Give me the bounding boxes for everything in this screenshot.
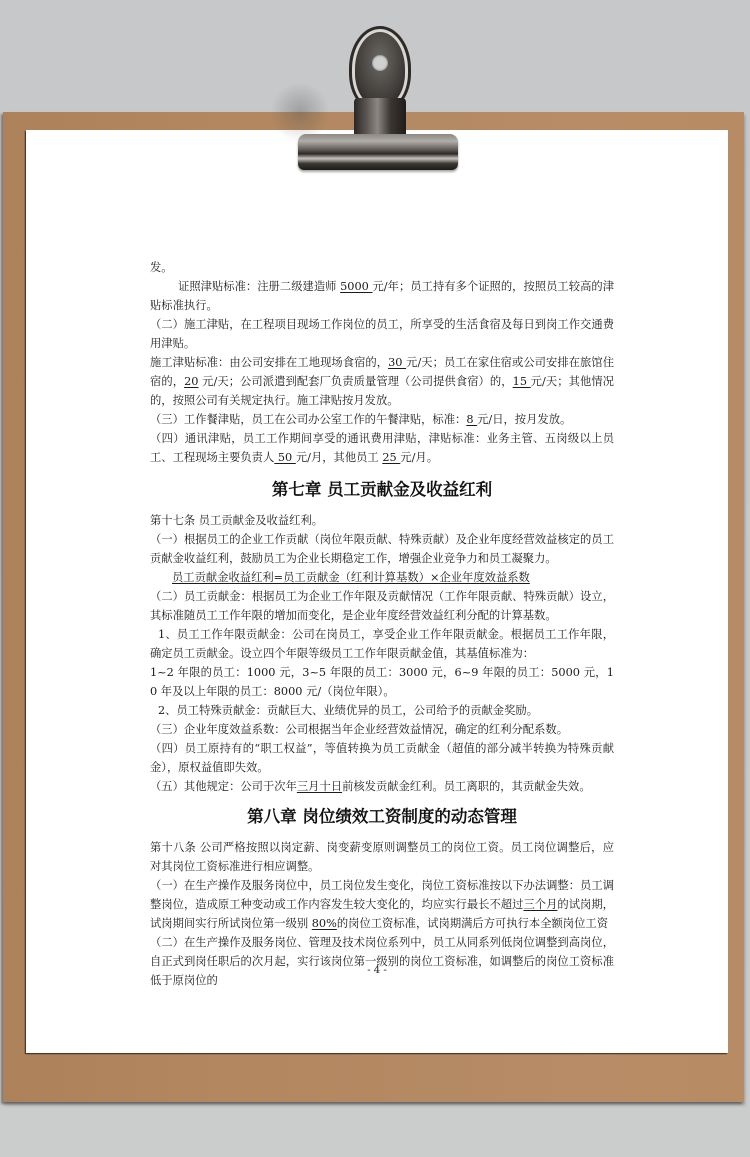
page-number: - 4 - <box>367 965 387 976</box>
underlined-value: 5000 <box>340 280 373 293</box>
formula-text: 员工贡献金收益红利=员工贡献金（红利计算基数）×企业年度效益系数 <box>172 571 530 584</box>
text: 元/天；公司派遣到配套厂负责质量管理（公司提供食宿）的， <box>198 375 513 388</box>
underlined-value: 三个月 <box>523 898 558 911</box>
paragraph: （三）企业年度效益系数：公司根据当年企业经营效益情况，确定的红利分配系数。 <box>150 723 568 736</box>
text: （五）其他规定：公司于次年 <box>150 780 297 793</box>
paragraph: （一）根据员工的企业工作贡献（岗位年限贡献、特殊贡献）及企业年度经营效益核定的员工贡献金收益红利，鼓励员工为企业长期稳定工作，增强企业竞争力和员工凝聚力。 <box>150 533 614 565</box>
underlined-value: 80% <box>311 917 337 930</box>
paragraph-meal-allowance <box>150 410 614 429</box>
text: （四）通讯津贴，员工工作期间享受的通讯费用津贴，津贴标准：业务主管、五岗级以上员工、工程现场主要负责人 <box>150 432 614 464</box>
paragraph: 1、员工工作年限贡献金：公司在岗员工，享受企业工作年限贡献金。根据员工工作年限，确定员工贡献金。设立四个年限等级员工工作年限贡献金值，其基值标准为： <box>150 628 614 660</box>
text: 的试岗期，试岗期间实行所试岗位第一级别 <box>150 898 614 930</box>
text: 元/天；其他情况的，按照公司有关规定执行。施工津贴按月发放。 <box>150 375 614 407</box>
clip-shadow <box>270 82 330 142</box>
paragraph-certificate-allowance <box>150 277 614 315</box>
text: 元/月，其他员工 <box>295 451 383 464</box>
text: （一）在生产操作及服务岗位中，员工岗位发生变化，岗位工资标准按以下办法调整：员工调整岗位，造成原工种变动或工作内容发生较大变化的，均应实行最长不超过 <box>150 879 614 911</box>
text: 施工津贴标准：由公司安排在工地现场食宿的， <box>150 356 389 369</box>
text: （二）施工津贴，在工程项目现场工作岗位的员工，所享受的生活食宿及每日到岗工作交通费用津贴。 <box>150 318 614 350</box>
text: 证照津贴标准：注册二级建造师 <box>178 280 341 293</box>
text: 元/月。 <box>400 451 438 464</box>
underlined-value: 50 <box>274 451 296 464</box>
paragraph <box>150 876 614 933</box>
document-body <box>150 258 614 990</box>
paragraph: （二）员工贡献金：根据员工为企业工作年限及贡献情况（工作年限贡献、特殊贡献）设立，其标准随员工工作年限的增加而变化，是企业年度经营效益红利分配的计算基数。 <box>150 590 614 622</box>
underlined-value: 30 <box>388 356 407 369</box>
paragraph-contribution-tiers: 1~2 年限的员工：1000 元，3~5 年限的员工：3000 元，6~9 年限的员工：5000 元，10 年及以上年限的员工：8000 元/（岗位年限）。 <box>150 666 614 698</box>
paragraph: （四）员工原持有的“职工权益”，等值转换为员工贡献金（超值的部分减半转换为特殊贡献金），原权益值即失效。 <box>150 742 614 774</box>
text: 元/日，按月发放。 <box>477 413 572 426</box>
article-18: 第十八条 公司严格按照以岗定薪、岗变薪变原则调整员工的岗位工资。员工岗位调整后，应对其岗位工资标准进行相应调整。 <box>150 841 614 873</box>
chapter-7-title: 第七章 员工贡献金及收益红利 <box>271 480 493 499</box>
underlined-value: 20 <box>184 375 199 388</box>
chapter-8-title: 第八章 岗位绩效工资制度的动态管理 <box>247 807 517 826</box>
paragraph <box>150 777 614 796</box>
paragraph-construction-allowance <box>150 315 614 353</box>
paragraph-communication-allowance <box>150 429 614 467</box>
text: 前核发贡献金红利。员工离职的，其贡献金失效。 <box>342 780 591 793</box>
clip-hole <box>372 55 388 71</box>
paragraph-construction-standard <box>150 353 614 410</box>
underlined-value: 8 <box>466 413 478 426</box>
text: 元/天；员工在家住宿或公司安排在旅馆住宿的， <box>150 356 614 388</box>
underlined-value: 15 <box>512 375 531 388</box>
text: 的岗位工资标准，试岗期满后方可执行本全额岗位工资 <box>336 917 608 930</box>
article-17: 第十七条 员工贡献金及收益红利。 <box>150 514 324 527</box>
paragraph <box>150 258 614 277</box>
paragraph: （二）在生产操作及服务岗位、管理及技术岗位系列中，员工从同系列低岗位调整到高岗位，自正式到岗任职后的次月起，实行该岗位第一级别的岗位工资标准，如调整后的岗位工资标准低于原岗位的 <box>150 936 614 987</box>
underlined-value: 25 <box>382 451 401 464</box>
text: （三）工作餐津贴，员工在公司办公室工作的午餐津贴，标准： <box>150 413 467 426</box>
text: 发。 <box>150 261 173 274</box>
binder-clip-icon <box>288 22 468 172</box>
clip-bar <box>298 134 458 170</box>
underlined-date: 三月十日 <box>296 780 343 793</box>
bonus-formula <box>150 568 614 587</box>
text: 元/年；员工持有多个证照的，按照员工较高的津贴标准执行。 <box>150 280 615 312</box>
paragraph: 2、员工特殊贡献金：贡献巨大、业绩优异的员工，公司给予的贡献金奖励。 <box>158 704 538 717</box>
